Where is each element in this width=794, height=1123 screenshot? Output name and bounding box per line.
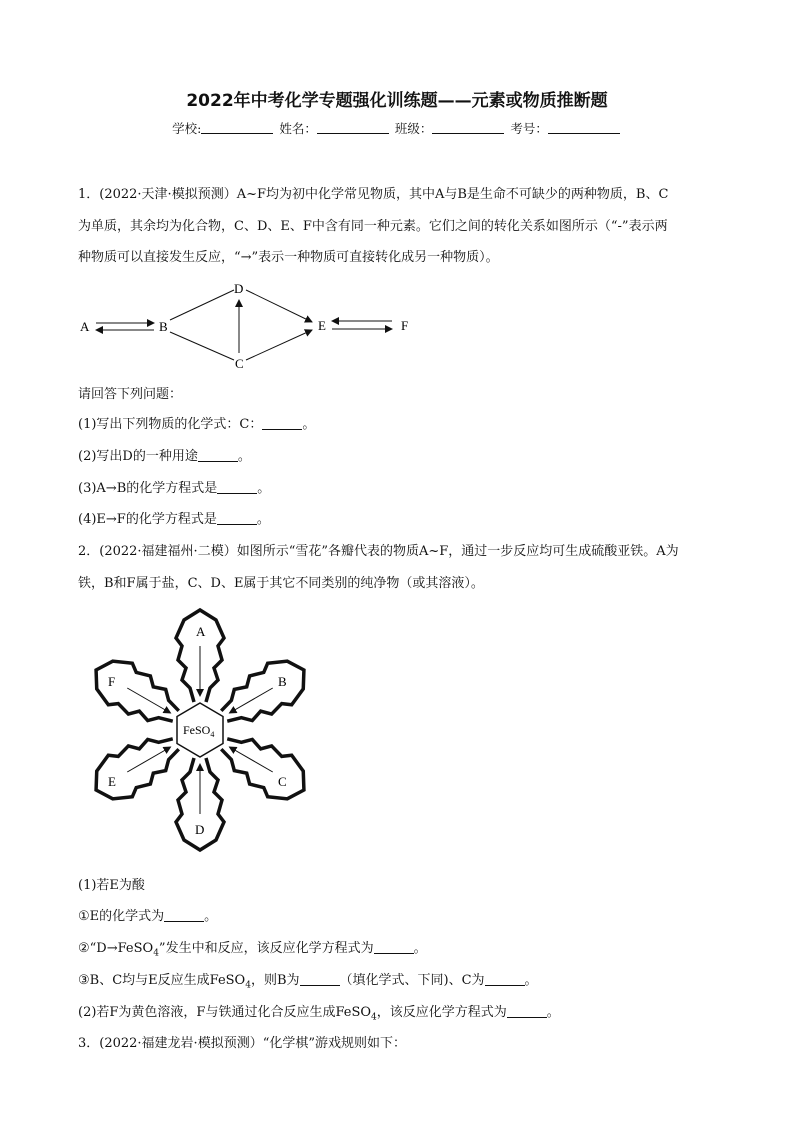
- node-c: C: [235, 356, 244, 371]
- q2-part-1c-mid: ，则B为: [250, 973, 300, 988]
- q1-sub-1-end: 。: [302, 417, 316, 432]
- school-label: 学校:: [172, 121, 202, 136]
- q2-part-1c: [78, 973, 718, 994]
- center-label: FeSO$_4$: [183, 723, 215, 739]
- q2-part-2-sub: 4: [371, 1012, 377, 1023]
- petal-label-b: B: [278, 674, 287, 689]
- exam-no-label: 考号：: [510, 121, 548, 136]
- node-e: E: [318, 318, 326, 333]
- q3-line-1: 3．(2022·福建龙岩·模拟预测）“化学棋”游戏规则如下：: [78, 1036, 406, 1051]
- node-d: D: [234, 281, 244, 296]
- q2-part-1: (1)若E为酸: [78, 878, 145, 893]
- q2-part-1b-end: 。: [413, 941, 427, 956]
- petal-f: [84, 649, 188, 737]
- q2-part-1b: [78, 941, 718, 962]
- q2-part-1a-text: ①E的化学式为: [78, 909, 165, 924]
- q1-answer-3-blank[interactable]: [217, 481, 257, 494]
- q2-part-2-end: 。: [546, 1005, 560, 1020]
- node-b: B: [159, 319, 168, 334]
- q1-sub-1-text: (1)写出下列物质的化学式：C：: [78, 417, 263, 432]
- q1-answer-2-blank[interactable]: [198, 449, 238, 462]
- q1-line-1: 1．(2022·天津·模拟预测）A~F均为初中化学常见物质，其中A与B是生命不可缺少的两种物质，B、C: [78, 187, 669, 202]
- q2-part-2-post: ，该反应化学方程式为: [376, 1005, 507, 1020]
- q1-sub-4: [78, 512, 718, 528]
- petal-label-f: F: [108, 674, 116, 689]
- q1-line-2: 为单质，其余均为化合物，C、D、E、F中含有同一种元素。它们之间的转化关系如图所示（“-”表示两: [78, 219, 668, 234]
- q2-line-1: 2．(2022·福建福州·二模）如图所示“雪花”各瓣代表的物质A~F，通过一步反应均可生成硫酸亚铁。A为: [78, 544, 679, 559]
- q1-sub-2-text: (2)写出D的一种用途: [78, 449, 198, 464]
- q2-line-2: 铁，B和F属于盐，C、D、E属于其它不同类别的纯净物（或其溶液）。: [78, 576, 484, 591]
- q2-answer-1a-blank[interactable]: [164, 909, 204, 922]
- petal-label-e: E: [108, 774, 116, 789]
- name-blank[interactable]: [317, 121, 389, 134]
- q2-part-1b-post: ”发生中和反应，该反应化学方程式为: [158, 941, 374, 956]
- petal-b: [212, 649, 316, 737]
- petal-label-c: C: [278, 774, 287, 789]
- q2-part-1c-end: 。: [524, 973, 538, 988]
- q1-answer-1-blank[interactable]: [262, 417, 302, 430]
- q2-part-1c-mid2: （填化学式、下同)、C为: [339, 973, 485, 988]
- q2-part-1b-sub: 4: [153, 948, 159, 959]
- q1-sub-1: [78, 417, 718, 433]
- q2-answer-2-blank[interactable]: [507, 1005, 547, 1018]
- exam-no-blank[interactable]: [548, 121, 620, 134]
- student-info-line: [0, 119, 794, 137]
- q2-part-1c-sub: 4: [245, 980, 251, 991]
- q1-sub-4-end: 。: [256, 512, 270, 527]
- petal-label-d: D: [195, 822, 205, 837]
- q2-answer-1c-b-blank[interactable]: [300, 973, 340, 986]
- q1-sub-3-text: (3)A→B的化学方程式是: [78, 481, 218, 496]
- petal-e: [84, 723, 188, 811]
- petal-c: [212, 723, 316, 811]
- petal-label-a: A: [196, 624, 206, 639]
- q2-answer-1c-c-blank[interactable]: [485, 973, 525, 986]
- q2-part-2: [78, 1005, 718, 1026]
- q1-line-3: 种物质可以直接发生反应，“→”表示一种物质可直接转化成另一种物质）。: [78, 250, 499, 265]
- q1-sub-4-text: (4)E→F的化学方程式是: [78, 512, 217, 527]
- q1-sub-3-end: 。: [257, 481, 271, 496]
- name-label: 姓名：: [279, 121, 317, 136]
- school-blank[interactable]: [201, 121, 273, 134]
- q2-part-1a: [78, 909, 718, 925]
- q2-part-1a-end: 。: [204, 909, 218, 924]
- page-title: 2022年中考化学专题强化训练题——元素或物质推断题: [186, 91, 608, 111]
- node-f: F: [401, 318, 409, 333]
- class-label: 班级：: [394, 121, 433, 136]
- snowflake-diagram: [80, 604, 320, 856]
- q1-answer-4-blank[interactable]: [217, 512, 257, 525]
- class-blank[interactable]: [432, 121, 504, 134]
- q2-part-2-pre: (2)若F为黄色溶液，F与铁通过化合反应生成FeSO: [78, 1005, 372, 1020]
- q2-part-1b-pre: ②“D→FeSO: [78, 941, 154, 956]
- q1-conversion-diagram: [70, 278, 430, 374]
- q1-sub-2-end: 。: [237, 449, 251, 464]
- q2-answer-1b-blank[interactable]: [374, 941, 414, 954]
- node-a: A: [80, 319, 90, 334]
- q1-sub-3: [78, 481, 718, 497]
- q1-prompt: 请回答下列问题：: [78, 387, 183, 402]
- q1-sub-2: [78, 449, 718, 465]
- q2-part-1c-pre: ③B、C均与E反应生成FeSO: [78, 973, 246, 988]
